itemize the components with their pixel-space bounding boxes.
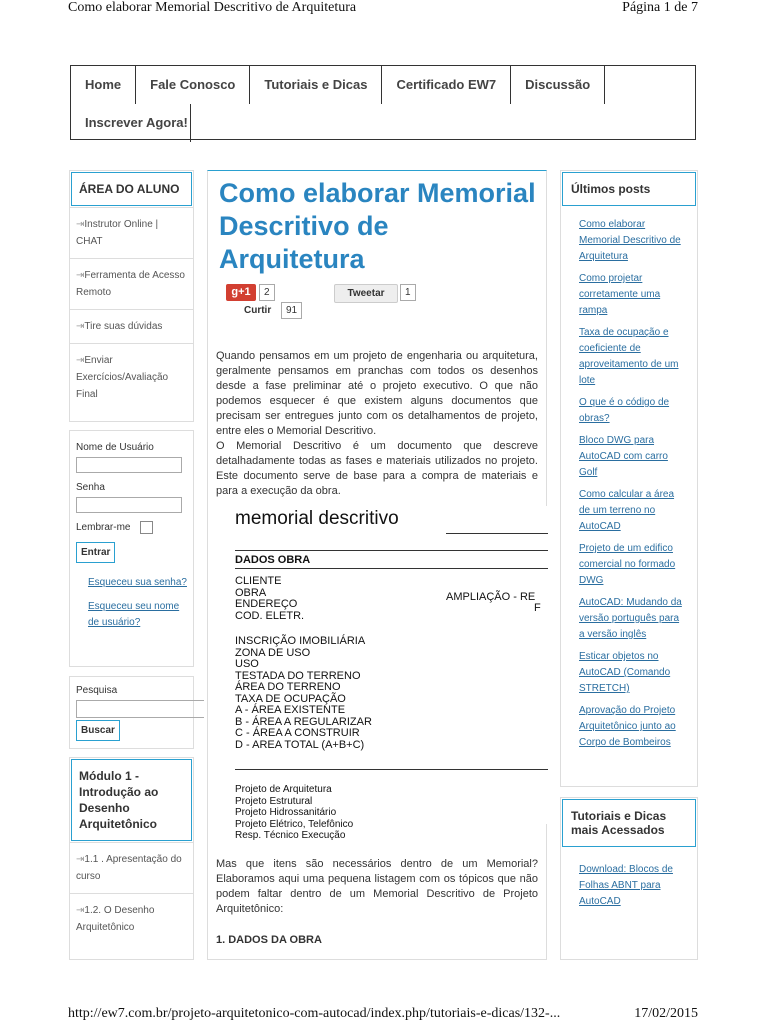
- username-label: Nome de Usuário: [76, 442, 154, 453]
- doc-line: Resp. Técnico Execução: [235, 830, 346, 841]
- popular-box: [560, 797, 698, 960]
- popular-list: [561, 848, 697, 920]
- module-item-1[interactable]: [70, 842, 193, 893]
- doc-line: USO: [235, 658, 259, 670]
- popular-title: Tutoriais e Dicas mais Acessados: [562, 799, 696, 847]
- page-number: Página 1 de 7: [622, 0, 698, 15]
- latest-post-link[interactable]: O que é o código de obras?: [579, 397, 670, 424]
- like-button[interactable]: Curtir: [244, 305, 272, 316]
- doc-divider: [446, 533, 548, 534]
- section-heading: 1. DADOS DA OBRA: [216, 934, 322, 946]
- article-title: Como elaborar Memorial Descritivo de Arquitetura: [219, 178, 536, 274]
- nav-home[interactable]: Home: [71, 66, 136, 104]
- paragraph-memorial-text: O Memorial Descritivo é um documento que descreve detalhadamente todas as fases e materiais utilizados no projeto. Este documento serve de base para a compra de materiais e para a execução da obra.: [216, 440, 538, 497]
- login-button[interactable]: Entrar: [76, 542, 115, 563]
- module-item-2[interactable]: [70, 893, 193, 944]
- doc-line: A - ÁREA EXISTENTE: [235, 704, 346, 716]
- doc-line: INSCRIÇÃO IMOBILIÁRIA: [235, 635, 366, 647]
- area-item-remote[interactable]: [70, 258, 193, 309]
- nav-fale-conosco[interactable]: Fale Conosco: [136, 66, 250, 104]
- paragraph-intro-text: Quando pensamos em um projeto de engenharia ou arquitetura, geralmente pensamos em pranchas com todos os desenhos desde a fase preliminar até o projeto executivo. O que não podemos esquecer é que existem alguns documentos que precisam ser entregues junto com os detalhamentos de projeto, entre eles o Memorial Descritivo.: [216, 350, 538, 437]
- area-item-label: Ferramenta de Acesso Remoto: [76, 270, 185, 298]
- search-label: Pesquisa: [76, 685, 118, 696]
- nav-tutoriais[interactable]: Tutoriais e Dicas: [250, 66, 382, 104]
- forgot-username-link[interactable]: Esqueceu seu nome de usuário?: [88, 601, 180, 628]
- like-count: 91: [281, 302, 302, 319]
- doc-line: CLIENTE: [235, 575, 282, 587]
- doc-group-1: [235, 576, 304, 622]
- print-title: Como elaborar Memorial Descritivo de Arquitetura: [68, 0, 357, 15]
- latest-post-link[interactable]: AutoCAD: Mudando da versão português para a versão inglês: [579, 597, 682, 640]
- gplus-button[interactable]: g+1: [226, 284, 256, 301]
- doc-right-text: AMPLIAÇÃO - RE: [446, 591, 536, 603]
- latest-post-link[interactable]: Bloco DWG para AutoCAD com carro Golf: [579, 435, 668, 478]
- arrow-icon: ⇥: [76, 854, 85, 865]
- memorial-image: [216, 506, 548, 841]
- module-item-label: 1.2. O Desenho Arquitetônico: [76, 905, 155, 933]
- remember-label: Lembrar-me: [76, 522, 131, 534]
- doc-divider: [235, 550, 548, 551]
- area-item-label: Instrutor Online | CHAT: [76, 219, 159, 247]
- password-label: Senha: [76, 482, 105, 493]
- print-url: http://ew7.com.br/projeto-arquitetonico-com-autocad/index.php/tutoriais-e-dicas/132-...: [68, 1006, 561, 1021]
- arrow-icon: ⇥: [76, 270, 85, 281]
- tweet-button[interactable]: Tweetar: [334, 284, 398, 303]
- username-input[interactable]: [76, 457, 182, 473]
- gplus-count: 2: [259, 284, 275, 301]
- latest-posts-box: [560, 170, 698, 787]
- arrow-icon: ⇥: [76, 355, 85, 366]
- latest-post-link[interactable]: Esticar objetos no AutoCAD (Comando STRETCH): [579, 651, 671, 694]
- doc-line: COD. ELETR.: [235, 609, 305, 622]
- article: [207, 170, 547, 960]
- forgot-links: [88, 575, 187, 631]
- area-aluno-box: [69, 170, 194, 422]
- doc-line: Projeto Elétrico, Telefônico: [235, 818, 354, 830]
- doc-group-2: [235, 636, 372, 751]
- nav-row: [71, 66, 695, 104]
- print-header: [68, 0, 698, 18]
- area-item-label: Tire suas dúvidas: [84, 321, 163, 332]
- arrow-icon: ⇥: [76, 321, 85, 332]
- forgot-password-link[interactable]: Esqueceu sua senha?: [88, 577, 187, 588]
- latest-post-link[interactable]: Projeto de um edifico comercial no formado DWG: [579, 543, 676, 586]
- arrow-icon: ⇥: [76, 905, 85, 916]
- search-input[interactable]: [76, 700, 204, 718]
- doc-line: C - ÁREA A CONSTRUIR: [235, 727, 360, 739]
- module-title: Módulo 1 - Introdução ao Desenho Arquitetônico: [71, 759, 192, 841]
- popular-link[interactable]: Download: Blocos de Folhas ABNT para AutoCAD: [579, 864, 673, 907]
- nav-inscrever[interactable]: Inscrever Agora!: [71, 104, 191, 142]
- latest-post-link[interactable]: Como calcular a área de um terreno no AutoCAD: [579, 489, 675, 532]
- search-box: [69, 676, 194, 749]
- latest-post-link[interactable]: Taxa de ocupação e coeficiente de aproveitamento de um lote: [579, 327, 679, 386]
- password-input[interactable]: [76, 497, 182, 513]
- doc-right-f: F: [534, 602, 541, 614]
- latest-posts-list: [561, 207, 697, 761]
- doc-line: D - AREA TOTAL (A+B+C): [235, 738, 365, 751]
- remember-row: [76, 521, 187, 534]
- doc-divider: [235, 568, 548, 569]
- nav-row-2: [71, 104, 695, 142]
- doc-line: TESTADA DO TERRENO: [235, 669, 361, 682]
- doc-section: DADOS OBRA: [235, 554, 311, 566]
- area-item-exercicios[interactable]: [70, 343, 193, 411]
- doc-line: OBRA: [235, 586, 267, 599]
- latest-posts-title: Últimos posts: [562, 172, 696, 206]
- latest-post-link[interactable]: Como projetar corretamente uma rampa: [579, 273, 661, 316]
- paragraph-topics: [216, 857, 538, 917]
- tweet-count: 1: [400, 284, 416, 301]
- doc-line: Projeto de Arquitetura: [235, 784, 332, 795]
- login-box: [69, 430, 194, 667]
- doc-line: Projeto Estrutural: [235, 795, 313, 807]
- print-date: 17/02/2015: [634, 1006, 698, 1021]
- doc-divider: [235, 769, 548, 770]
- latest-post-link[interactable]: Aprovação do Projeto Arquitetônico junto ao Corpo de Bombeiros: [579, 705, 676, 748]
- search-button[interactable]: Buscar: [76, 720, 120, 741]
- doc-line: ÁREA DO TERRENO: [235, 681, 341, 693]
- doc-group-3: [235, 784, 353, 842]
- doc-line: ENDEREÇO: [235, 598, 298, 610]
- module-box: [69, 757, 194, 960]
- area-aluno-title: ÁREA DO ALUNO: [71, 172, 192, 206]
- area-item-duvidas[interactable]: [70, 309, 193, 343]
- doc-line: Projeto Hidrossanitário: [235, 807, 337, 818]
- doc-line: ZONA DE USO: [235, 646, 311, 659]
- area-item-label: Enviar Exercícios/Avaliação Final: [76, 355, 169, 400]
- nav-discussao[interactable]: Discussão: [511, 66, 605, 104]
- doc-heading: memorial descritivo: [235, 508, 399, 529]
- paragraph-memorial: [216, 439, 538, 499]
- paragraph-intro: [216, 349, 538, 439]
- doc-line: TAXA DE OCUPAÇÃO: [235, 692, 346, 705]
- nav-certificado[interactable]: Certificado EW7: [382, 66, 511, 104]
- area-item-chat[interactable]: [70, 207, 193, 258]
- doc-line: B - ÁREA A REGULARIZAR: [235, 715, 372, 728]
- module-item-label: 1.1 . Apresentação do curso: [76, 854, 182, 882]
- top-navigation: [70, 65, 696, 140]
- latest-post-link[interactable]: Como elaborar Memorial Descritivo de Arquitetura: [579, 219, 681, 262]
- remember-checkbox[interactable]: [140, 521, 153, 534]
- print-footer: [68, 1006, 698, 1022]
- arrow-icon: ⇥: [76, 219, 85, 230]
- paragraph-topics-text: Mas que itens são necessários dentro de um Memorial? Elaboramos aqui uma pequena listagem com os tópicos que não podem faltar dentro de um Memorial Descritivo de Projeto Arquitetônico:: [216, 858, 538, 915]
